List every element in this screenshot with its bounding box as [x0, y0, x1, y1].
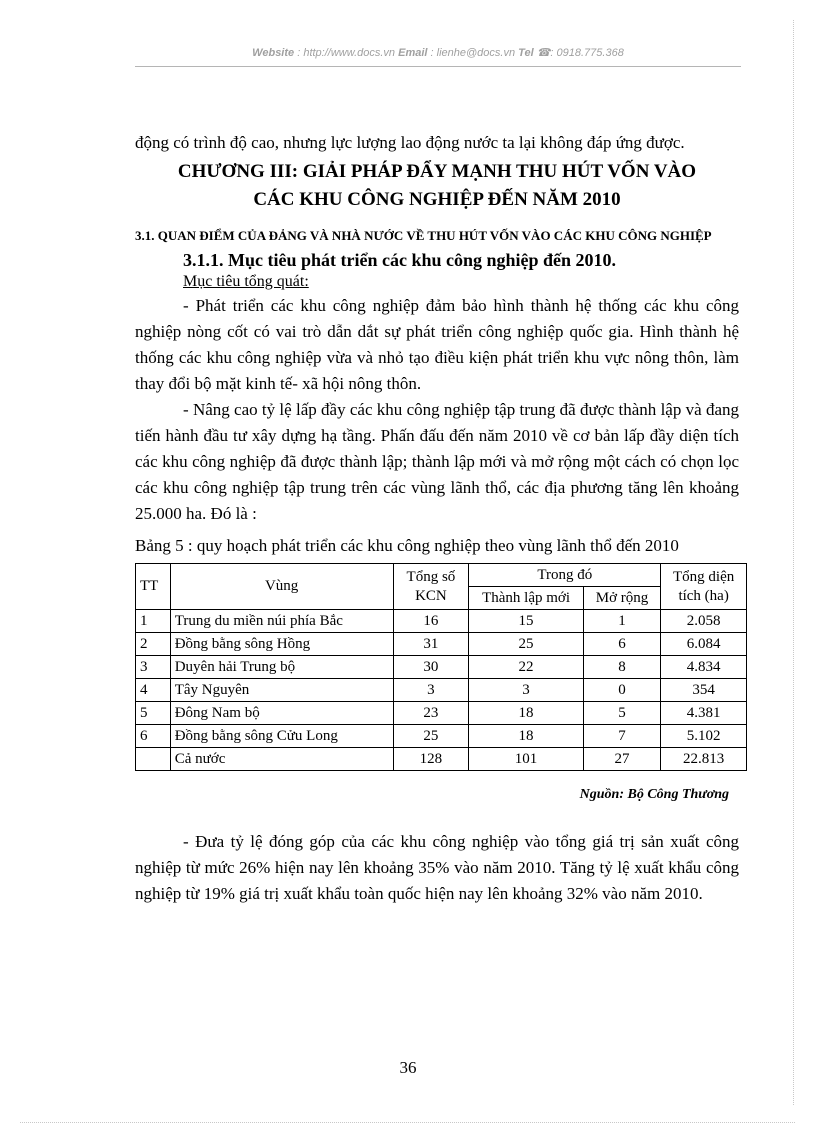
cell-area: 4.381	[661, 702, 747, 725]
tel-value: ☎: 0918.775.368	[536, 47, 624, 59]
section-heading: 3.1. QUAN ĐIỂM CỦA ĐẢNG VÀ NHÀ NƯỚC VỀ THU HÚT VỐN VÀO CÁC KHU CÔNG NGHIỆP	[135, 228, 712, 243]
cell-area: 2.058	[661, 610, 747, 633]
cell-tt: 1	[136, 610, 171, 633]
cell-total: 128	[393, 748, 469, 771]
col-header-region: Vùng	[170, 564, 393, 610]
paragraph-1: - Phát triển các khu công nghiệp đảm bảo hình thành hệ thống các khu công nghiệp nòng cốt có vai trò dẫn dắt sự phát triển công nghiệp quốc gia. Hình thành hệ thống các khu công nghiệp vừa và nhỏ tạo điều kiện phát triển khu vực nông thôn, làm thay đổi bộ mặt kinh tế- xã hội nông thôn.	[135, 296, 739, 393]
general-goal-heading: Mục tiêu tổng quát:	[183, 273, 309, 290]
paragraph-2: - Nâng cao tỷ lệ lấp đầy các khu công nghiệp tập trung đã được thành lập và đang tiến hành đầu tư xây dựng hạ tầng. Phấn đấu đến năm 2010 về cơ bản lấp đầy diện tích các khu công nghiệp đã được thành lập; thành lập mới và mở rộng một cách có chọn lọc các khu công nghiệp tập trung trên các vùng lãnh thổ, các địa phương tăng lên khoảng 25.000 ha. Đó là :	[135, 400, 739, 523]
chapter-title	[135, 158, 739, 214]
website-label: Website	[252, 47, 295, 59]
cell-total: 25	[393, 725, 469, 748]
cell-area: 354	[661, 679, 747, 702]
cell-new: 18	[469, 725, 584, 748]
table-row	[136, 679, 747, 702]
email-label: Email	[398, 47, 428, 59]
website-value: : http://www.docs.vn	[297, 47, 396, 59]
cell-region: Duyên hải Trung bộ	[170, 656, 393, 679]
cell-tt	[136, 748, 171, 771]
cell-tt: 6	[136, 725, 171, 748]
table-row	[136, 748, 747, 771]
email-value: : lienhe@docs.vn	[430, 47, 516, 59]
table-body	[136, 610, 747, 771]
cell-new: 3	[469, 679, 584, 702]
cell-total: 16	[393, 610, 469, 633]
cell-area: 5.102	[661, 725, 747, 748]
table-row	[136, 702, 747, 725]
subsection-heading: 3.1.1. Mục tiêu phát triển các khu công nghiệp đến 2010.	[183, 250, 617, 270]
cell-tt: 3	[136, 656, 171, 679]
table-row	[136, 610, 747, 633]
cell-region: Đồng bằng sông Cửu Long	[170, 725, 393, 748]
page-content	[135, 130, 739, 907]
table-row	[136, 725, 747, 748]
col-header-total: Tổng số KCN	[393, 564, 469, 610]
industrial-zone-table	[135, 563, 747, 771]
col-header-of-which: Trong đó	[469, 564, 661, 587]
tel-label: Tel	[518, 47, 534, 59]
cell-expand: 5	[583, 702, 660, 725]
cell-expand: 8	[583, 656, 660, 679]
chapter-title-line-2: CÁC KHU CÔNG NGHIỆP ĐẾN NĂM 2010	[253, 189, 621, 210]
paragraph-3: - Đưa tỷ lệ đóng góp của các khu công nghiệp vào tổng giá trị sản xuất công nghiệp từ mức 26% hiện nay lên khoảng 35% vào năm 2010. Tăng tỷ lệ xuất khẩu công nghiệp từ 19% giá trị xuất khẩu toàn quốc hiện nay lên khoảng 32% vào năm 2010.	[135, 832, 739, 903]
cell-total: 30	[393, 656, 469, 679]
cell-area: 6.084	[661, 633, 747, 656]
cell-region: Cả nước	[170, 748, 393, 771]
cell-area: 22.813	[661, 748, 747, 771]
page-header	[135, 46, 741, 59]
cell-total: 3	[393, 679, 469, 702]
cell-region: Trung du miền núi phía Bắc	[170, 610, 393, 633]
cell-total: 23	[393, 702, 469, 725]
cell-area: 4.834	[661, 656, 747, 679]
cell-expand: 1	[583, 610, 660, 633]
chapter-title-line-1: CHƯƠNG III: GIẢI PHÁP ĐẨY MẠNH THU HÚT VỐN VÀO	[177, 161, 697, 182]
cell-expand: 27	[583, 748, 660, 771]
cell-new: 18	[469, 702, 584, 725]
table-row	[136, 656, 747, 679]
intro-paragraph: động có trình độ cao, nhưng lực lượng lao động nước ta lại không đáp ứng được.	[135, 133, 685, 152]
cell-tt: 5	[136, 702, 171, 725]
cell-expand: 6	[583, 633, 660, 656]
cell-total: 31	[393, 633, 469, 656]
cell-region: Đồng bằng sông Hồng	[170, 633, 393, 656]
right-margin-line	[793, 20, 794, 1105]
cell-new: 101	[469, 748, 584, 771]
header-divider	[135, 66, 741, 67]
cell-tt: 2	[136, 633, 171, 656]
cell-region: Đông Nam bộ	[170, 702, 393, 725]
table-source: Nguồn: Bộ Công Thương	[579, 787, 729, 802]
col-header-expand: Mở rộng	[583, 587, 660, 610]
cell-expand: 0	[583, 679, 660, 702]
table-caption: Bảng 5 : quy hoạch phát triển các khu công nghiệp theo vùng lãnh thổ đến 2010	[135, 536, 679, 555]
cell-new: 15	[469, 610, 584, 633]
table-row	[136, 633, 747, 656]
cell-new: 22	[469, 656, 584, 679]
cell-expand: 7	[583, 725, 660, 748]
col-header-tt: TT	[136, 564, 171, 610]
page-number: 36	[399, 1058, 417, 1077]
col-header-new: Thành lập mới	[469, 587, 584, 610]
col-header-area: Tổng diện tích (ha)	[661, 564, 747, 610]
cell-region: Tây Nguyên	[170, 679, 393, 702]
cell-new: 25	[469, 633, 584, 656]
cell-tt: 4	[136, 679, 171, 702]
